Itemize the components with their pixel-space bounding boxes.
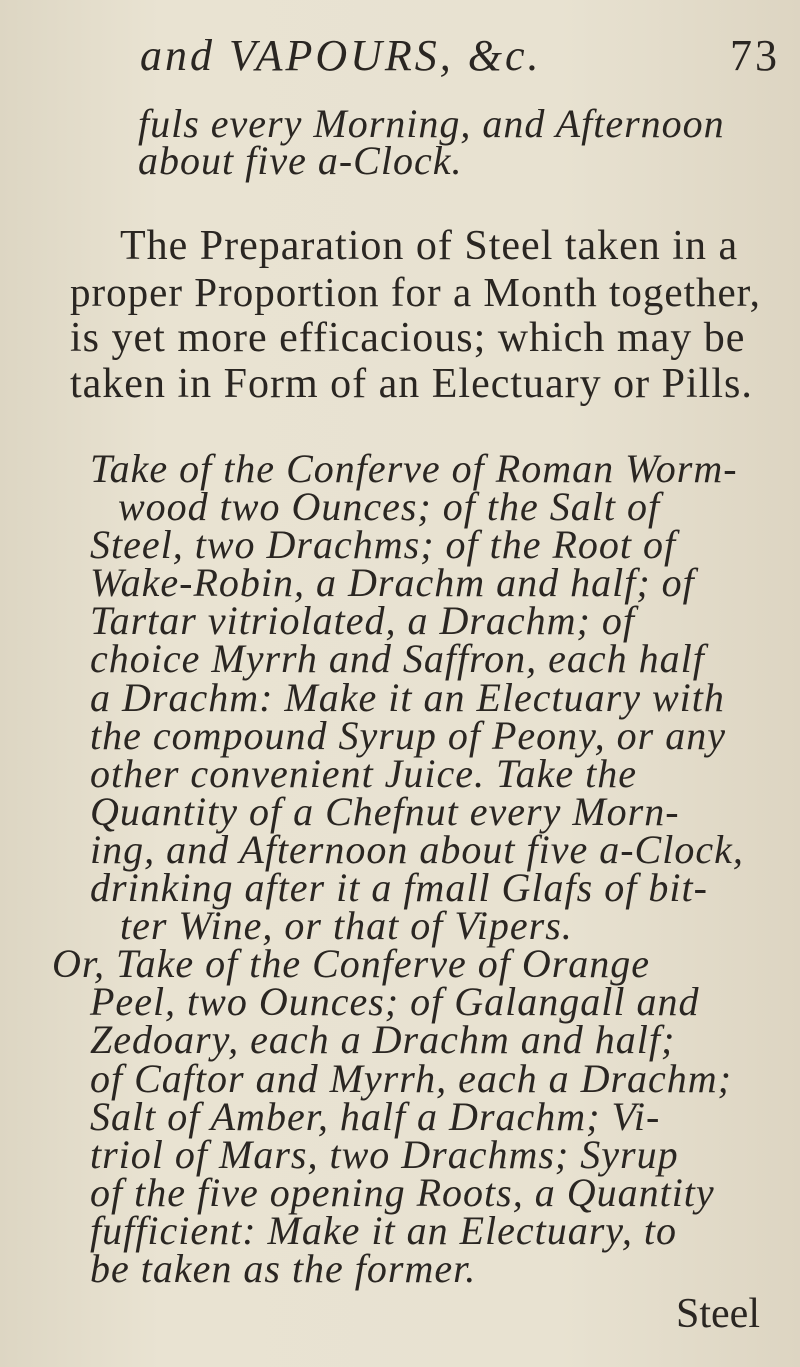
text-line: Peel, two Ounces; of Galangall and (90, 979, 700, 1024)
text-line: Or, Take of the Conferve of Orange (52, 941, 651, 986)
text-line: of the five opening Roots, a Quantity (90, 1170, 715, 1215)
text-line: Quantity of a Chefnut every Morn- (90, 789, 680, 834)
running-head (140, 30, 780, 81)
text-line: about five a-Clock. (138, 138, 463, 183)
text-line: proper Proportion for a Month together, (70, 269, 761, 315)
text-line: drinking after it a fmall Glafs of bit- (90, 865, 708, 910)
text-line: other convenient Juice. Take the (90, 751, 637, 796)
text-line: Steel, two Drachms; of the Root of (90, 522, 677, 567)
running-title: and VAPOURS, &c. (140, 31, 542, 80)
text-line: fuls every Morning, and Afternoon (138, 101, 725, 146)
text-line: be taken as the former. (90, 1246, 477, 1291)
text-line: Wake-Robin, a Drachm and half; of (90, 560, 695, 605)
text-line: The Preparation of Steel taken in a (120, 223, 739, 269)
text-line: fufficient: Make it an Electuary, to (90, 1208, 677, 1253)
text-line: taken in Form of an Electuary or Pills. (70, 361, 753, 407)
text-line: triol of Mars, two Drachms; Syrup (90, 1132, 679, 1177)
text-line: Zedoary, each a Drachm and half; (90, 1017, 676, 1062)
text-line: choice Myrrh and Saffron, each half (90, 636, 705, 681)
text-line: of Caftor and Myrrh, each a Drachm; (90, 1056, 732, 1101)
page-number: 73 (730, 31, 780, 80)
text-line: ing, and Afternoon about five a-Clock, (90, 827, 744, 872)
text-line: is yet more efficacious; which may be (70, 315, 746, 361)
text-line: the compound Syrup of Peony, or any (90, 713, 726, 758)
text-line: wood two Ounces; of the Salt of (118, 484, 661, 529)
catchword: Steel (676, 1291, 760, 1337)
text-line: a Drachm: Make it an Electuary with (90, 675, 725, 720)
text-line: Take of the Conferve of Roman Worm- (90, 446, 738, 491)
text-line: Salt of Amber, half a Drachm; Vi- (90, 1094, 661, 1139)
text-line: ter Wine, or that of Vipers. (120, 903, 573, 948)
text-line: Tartar vitriolated, a Drachm; of (90, 598, 635, 643)
